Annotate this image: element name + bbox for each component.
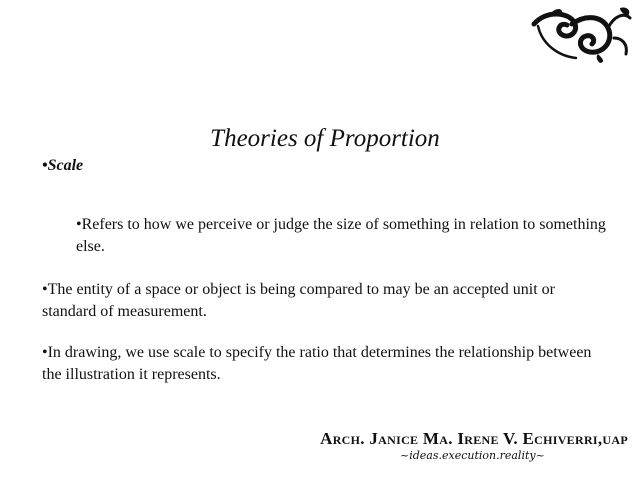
drawing-scale-paragraph: •In drawing, we use scale to specify the ratio that determines the relationship between the illustration it represents. <box>42 344 592 383</box>
author-tagline: ~ideas.execution.reality~ <box>400 449 545 462</box>
flourish-ornament-icon <box>528 4 634 64</box>
scale-subheading: •Scale <box>42 157 84 174</box>
scale-definition-paragraph: •Refers to how we perceive or judge the size of something in relation to something else. <box>76 216 606 255</box>
author-credit: Arch. Janice Ma. Irene V. Echiverri,uap <box>320 429 628 448</box>
slide-title: Theories of Proportion <box>210 125 440 152</box>
measurement-standard-paragraph: •The entity of a space or object is being compared to may be an accepted unit or standard of measurement. <box>42 281 555 320</box>
